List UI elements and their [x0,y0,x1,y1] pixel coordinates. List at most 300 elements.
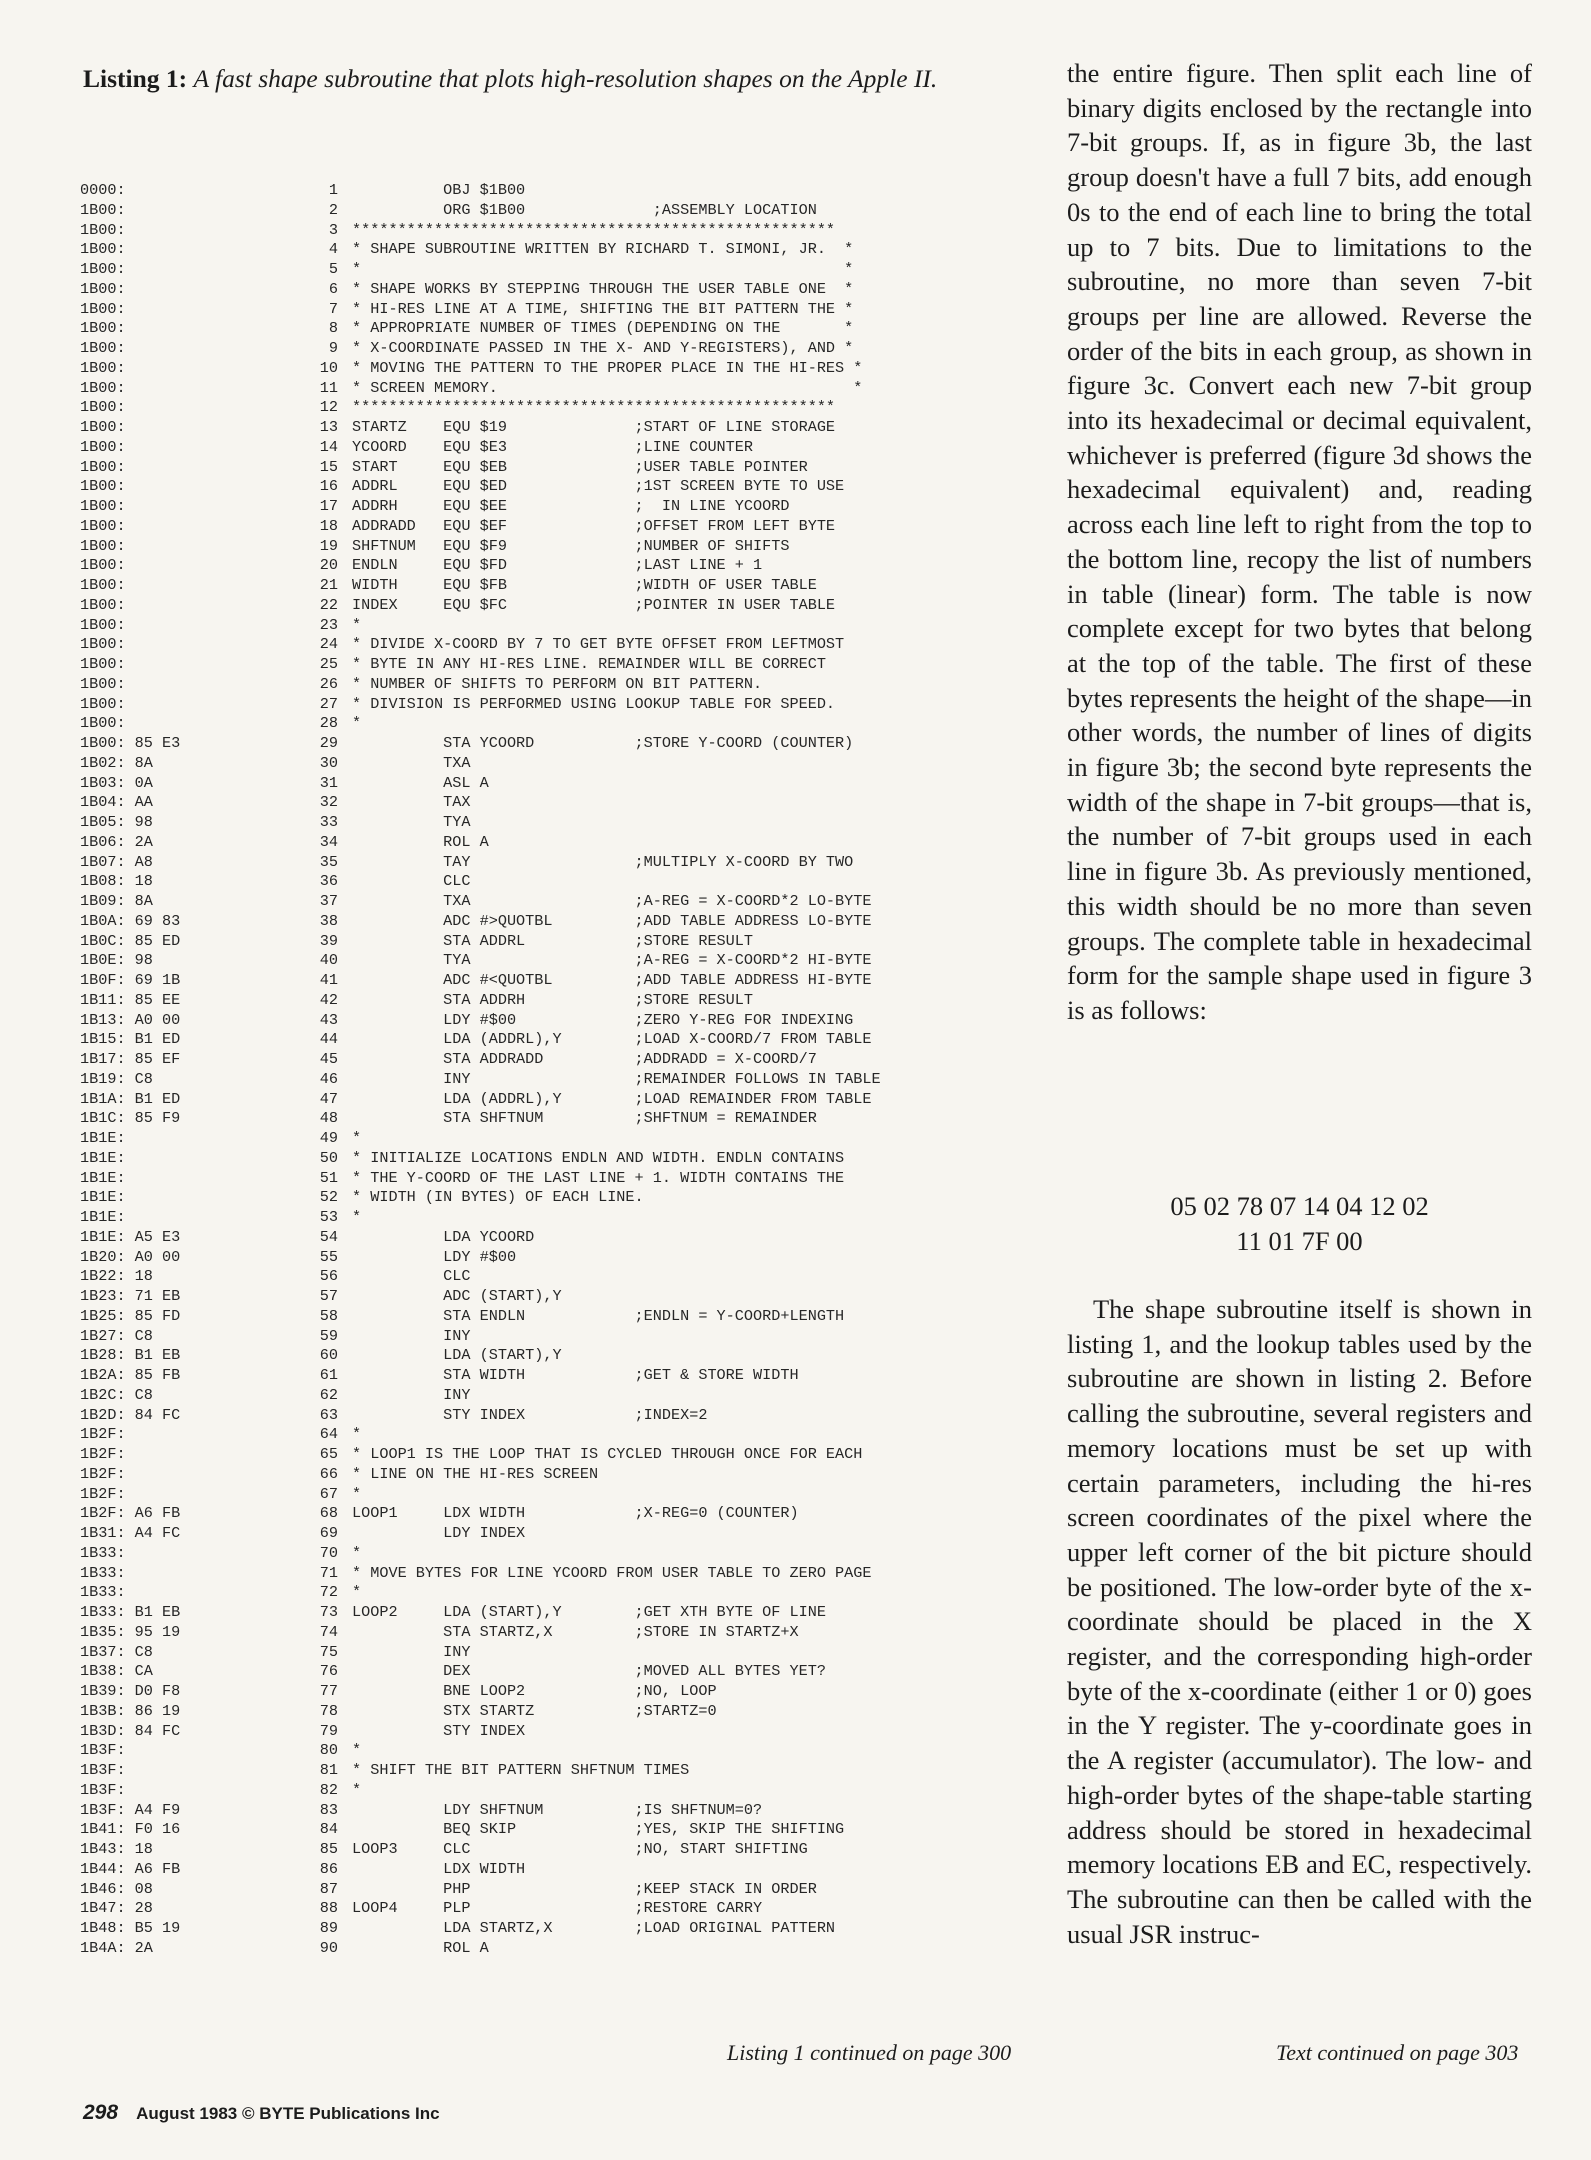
shape-table-values [1067,1189,1532,1258]
listing-source: ASL A [352,773,489,792]
listing-line [80,201,1040,221]
listing-line [80,438,1040,458]
listing-caption [83,62,1043,96]
listing-source: STARTZ EQU $19 ;START OF LINE STORAGE [352,418,836,436]
listing-line [80,1030,1040,1050]
listing-address: 1B3B: 86 19 [80,1701,181,1720]
listing-address: 1B48: B5 19 [80,1919,181,1937]
listing-source: * SHIFT THE BIT PATTERN SHFTNUM TIMES [352,1761,690,1779]
listing-address: 1B00: [80,220,126,239]
page-footer [83,2101,440,2125]
listing-source: CLC [352,1267,471,1286]
listing-line-number: 26 [319,674,338,693]
listing-address: 1B07: A8 [80,852,153,871]
listing-source: ***************************************************** [352,220,836,239]
listing-line-number: 61 [319,1366,338,1384]
listing-line-number: 82 [319,1780,338,1799]
listing-line-number: 46 [319,1069,338,1088]
shape-table-line: 05 02 78 07 14 04 12 02 [1170,1191,1429,1221]
listing-line [80,1504,1040,1524]
listing-address: 1B09: 8A [80,892,153,910]
caption-title: A fast shape subroutine that plots high-resolution shapes on the Apple II. [193,64,938,93]
listing-line-number: 7 [328,299,338,318]
listing-source: OBJ $1B00 [352,181,526,199]
listing-line-number: 16 [319,477,338,496]
listing-address: 1B00: [80,694,126,713]
listing-line [80,1188,1040,1208]
listing-source: TYA [352,813,471,831]
listing-source: YCOORD EQU $E3 ;LINE COUNTER [352,437,754,456]
listing-address: 1B1A: B1 ED [80,1089,181,1108]
listing-line-number: 68 [319,1504,338,1523]
listing-line [80,1544,1040,1564]
listing-address: 1B00: [80,674,126,693]
listing-line-number: 1 [328,181,338,199]
listing-line-number: 72 [319,1583,338,1602]
listing-line-number: 59 [319,1326,338,1345]
listing-source: LDA (START),Y [352,1346,562,1365]
listing-line-number: 43 [319,1010,338,1029]
listing-address: 0000: [80,181,126,199]
listing-address: 1B44: A6 FB [80,1859,181,1878]
listing-line-number: 36 [319,872,338,891]
listing-source: WIDTH EQU $FB ;WIDTH OF USER TABLE [352,576,817,594]
listing-source: * [352,1543,362,1562]
listing-source: * [352,1741,362,1760]
listing-line-number: 62 [319,1385,338,1404]
listing-line-number: 6 [328,279,338,298]
listing-source: INY [352,1385,471,1404]
listing-line [80,1248,1040,1268]
listing-address: 1B39: D0 F8 [80,1682,181,1700]
listing-line-number: 76 [319,1662,338,1681]
listing-address: 1B02: 8A [80,753,153,772]
listing-source: * LINE ON THE HI-RES SCREEN [352,1464,599,1483]
listing-line-number: 78 [319,1701,338,1720]
listing-source: * [352,714,362,733]
listing-line-number: 19 [319,536,338,555]
listing-line-number: 81 [319,1761,338,1779]
listing-source: * DIVISION IS PERFORMED USING LOOKUP TABLE FOR SPEED. [352,694,836,713]
listing-source: ADC #<QUOTBL ;ADD TABLE ADDRESS HI-BYTE [352,971,872,989]
listing-address: 1B47: 28 [80,1899,153,1918]
listing-source: * [352,1208,362,1226]
listing-address: 1B00: [80,556,126,575]
listing-line-number: 84 [319,1820,338,1839]
listing-line [80,793,1040,813]
listing-line [80,991,1040,1011]
listing-line [80,932,1040,952]
listing-line-number: 51 [319,1168,338,1187]
listing-line-number: 10 [319,358,338,377]
listing-address: 1B00: [80,516,126,535]
listing-address: 1B1E: A5 E3 [80,1227,181,1246]
listing-line-number: 69 [319,1524,338,1542]
listing-address: 1B33: [80,1563,126,1582]
listing-address: 1B08: 18 [80,872,153,891]
listing-line-number: 58 [319,1306,338,1325]
listing-line [80,339,1040,359]
listing-line [80,1741,1040,1761]
listing-line-number: 38 [319,911,338,930]
listing-line-number: 31 [319,773,338,792]
listing-line [80,1564,1040,1584]
listing-source: * [352,1425,362,1444]
listing-address: 1B38: CA [80,1662,153,1681]
listing-address: 1B1C: 85 F9 [80,1109,181,1128]
listing-address: 1B05: 98 [80,813,153,831]
listing-line-number: 44 [319,1030,338,1049]
listing-line [80,1524,1040,1544]
listing-line-number: 85 [319,1840,338,1858]
listing-address: 1B1E: [80,1208,126,1226]
listing-line-number: 63 [319,1405,338,1424]
listing-line-number: 52 [319,1188,338,1207]
listing-line [80,1880,1040,1900]
listing-address: 1B00: [80,200,126,219]
listing-line-number: 11 [319,378,338,397]
listing-line-number: 75 [319,1642,338,1661]
listing-source: ORG $1B00 ;ASSEMBLY LOCATION [352,200,817,219]
listing-line-number: 3 [328,220,338,239]
listing-source: * MOVING THE PATTERN TO THE PROPER PLACE IN THE HI-RES * [352,358,863,377]
listing-line-number: 55 [319,1247,338,1266]
listing-line [80,1702,1040,1722]
listing-address: 1B22: 18 [80,1267,153,1286]
listing-line [80,1050,1040,1070]
listing-address: 1B0C: 85 ED [80,931,181,950]
listing-address: 1B00: [80,576,126,594]
publication-line: August 1983 © BYTE Publications Inc [136,2104,440,2123]
listing-address: 1B00: 85 E3 [80,734,181,752]
listing-address: 1B28: B1 EB [80,1346,181,1365]
listing-line-number: 41 [319,971,338,989]
listing-line [80,655,1040,675]
listing-address: 1B00: [80,615,126,634]
listing-line [80,1860,1040,1880]
listing-line [80,418,1040,438]
listing-source: * X-COORDINATE PASSED IN THE X- AND Y-REGISTERS), AND * [352,339,854,357]
listing-line [80,280,1040,300]
listing-source: LDY #$00 [352,1247,517,1266]
listing-line-number: 45 [319,1050,338,1068]
text-continued-note: Text continued on page 303 [1276,2040,1519,2065]
listing-address: 1B20: A0 00 [80,1247,181,1266]
listing-source: TAX [352,793,471,812]
listing-address: 1B33: [80,1543,126,1562]
listing-line [80,1129,1040,1149]
listing-source: * SHAPE WORKS BY STEPPING THROUGH THE USER TABLE ONE * [352,279,854,298]
listing-address: 1B2F: [80,1425,126,1444]
listing-line-number: 66 [319,1464,338,1483]
listing-line-number: 86 [319,1859,338,1878]
listing-source: LDY #$00 ;ZERO Y-REG FOR INDEXING [352,1010,854,1029]
listing-line [80,1307,1040,1327]
listing-line [80,319,1040,339]
listing-source: * MOVE BYTES FOR LINE YCOORD FROM USER TABLE TO ZERO PAGE [352,1563,872,1582]
listing-source: LDY INDEX [352,1524,526,1542]
listing-line [80,912,1040,932]
listing-line-number: 4 [328,240,338,259]
listing-address: 1B00: [80,714,126,733]
listing-line-number: 20 [319,556,338,575]
listing-source: * [352,1780,362,1799]
listing-continued-note: Listing 1 continued on page 300 [727,2040,1012,2065]
listing-address: 1B35: 95 19 [80,1622,181,1641]
listing-source: STA ENDLN ;ENDLN = Y-COORD+LENGTH [352,1306,845,1325]
listing-line-number: 74 [319,1622,338,1641]
listing-line-number: 34 [319,832,338,851]
listing-source: INY [352,1642,471,1661]
listing-line [80,181,1040,201]
listing-line [80,1722,1040,1742]
listing-source: ADDRH EQU $EE ; IN LINE YCOORD [352,497,790,515]
listing-line-number: 28 [319,714,338,733]
listing-line [80,300,1040,320]
listing-line-number: 9 [328,339,338,357]
listing-line [80,596,1040,616]
listing-address: 1B2D: 84 FC [80,1405,181,1424]
listing-line-number: 13 [319,418,338,436]
listing-line [80,379,1040,399]
listing-source: * [352,1583,362,1602]
listing-source: ROL A [352,832,489,851]
listing-address: 1B1E: [80,1188,126,1207]
listing-line [80,517,1040,537]
listing-line [80,1386,1040,1406]
listing-source: ***************************************************** [352,398,836,417]
listing-address: 1B33: [80,1583,126,1602]
listing-line [80,1781,1040,1801]
listing-source: LDA (ADDRL),Y ;LOAD REMAINDER FROM TABLE [352,1089,872,1108]
listing-line [80,1208,1040,1228]
listing-line [80,1090,1040,1110]
listing-line-number: 35 [319,852,338,871]
listing-line [80,1445,1040,1465]
listing-source: LOOP4 PLP ;RESTORE CARRY [352,1899,763,1918]
listing-line [80,853,1040,873]
listing-line-number: 17 [319,497,338,515]
listing-line [80,477,1040,497]
listing-line-number: 8 [328,319,338,338]
listing-address: 1B15: B1 ED [80,1030,181,1049]
listing-source: SHFTNUM EQU $F9 ;NUMBER OF SHIFTS [352,536,790,555]
listing-line [80,1267,1040,1287]
listing-line [80,1603,1040,1623]
listing-address: 1B33: B1 EB [80,1603,181,1621]
listing-line-number: 87 [319,1879,338,1898]
listing-address: 1B31: A4 FC [80,1524,181,1542]
listing-line [80,1919,1040,1939]
listing-line-number: 50 [319,1148,338,1167]
listing-source: INY ;REMAINDER FOLLOWS IN TABLE [352,1069,881,1088]
listing-source: * WIDTH (IN BYTES) OF EACH LINE. [352,1188,644,1207]
listing-source: * INITIALIZE LOCATIONS ENDLN AND WIDTH. ENDLN CONTAINS [352,1148,845,1167]
listing-line-number: 88 [319,1899,338,1918]
listing-source: LOOP1 LDX WIDTH ;X-REG=0 (COUNTER) [352,1504,799,1523]
listing-line-number: 21 [319,576,338,594]
listing-line [80,1682,1040,1702]
listing-line-number: 48 [319,1109,338,1128]
listing-line-number: 18 [319,516,338,535]
listing-line-number: 71 [319,1563,338,1582]
listing-address: 1B46: 08 [80,1879,153,1898]
listing-source: LDA (ADDRL),Y ;LOAD X-COORD/7 FROM TABLE [352,1030,872,1049]
listing-address: 1B3D: 84 FC [80,1721,181,1740]
listing-line-number: 12 [319,398,338,417]
listing-line [80,1327,1040,1347]
listing-source: ENDLN EQU $FD ;LAST LINE + 1 [352,556,763,575]
listing-source: BEQ SKIP ;YES, SKIP THE SHIFTING [352,1820,845,1839]
listing-line-number: 5 [328,260,338,278]
listing-address: 1B00: [80,398,126,417]
listing-line [80,398,1040,418]
listing-line-number: 42 [319,990,338,1009]
listing-line-number: 65 [319,1445,338,1463]
listing-line [80,951,1040,971]
listing-line [80,971,1040,991]
listing-address: 1B3F: A4 F9 [80,1800,181,1819]
listing-line-number: 70 [319,1543,338,1562]
listing-source: STA ADDRL ;STORE RESULT [352,931,754,950]
listing-source: STA WIDTH ;GET & STORE WIDTH [352,1366,799,1384]
listing-source: LDX WIDTH [352,1859,526,1878]
listing-address: 1B00: [80,536,126,555]
listing-line [80,695,1040,715]
listing-address: 1B03: 0A [80,773,153,792]
listing-source: LOOP2 LDA (START),Y ;GET XTH BYTE OF LINE [352,1603,826,1621]
listing-address: 1B37: C8 [80,1642,153,1661]
listing-line [80,576,1040,596]
listing-source: ADDRL EQU $ED ;1ST SCREEN BYTE TO USE [352,477,845,496]
listing-source: * LOOP1 IS THE LOOP THAT IS CYCLED THROUGH ONCE FOR EACH [352,1445,863,1463]
listing-line-number: 14 [319,437,338,456]
listing-line-number: 39 [319,931,338,950]
listing-line-number: 23 [319,615,338,634]
listing-address: 1B0A: 69 83 [80,911,181,930]
listing-source: LOOP3 CLC ;NO, START SHIFTING [352,1840,808,1858]
listing-source: INDEX EQU $FC ;POINTER IN USER TABLE [352,595,836,614]
listing-address: 1B1E: [80,1129,126,1147]
listing-address: 1B00: [80,319,126,338]
listing-line-number: 47 [319,1089,338,1108]
article-text-column-lower [1067,1292,1532,1951]
listing-line [80,1583,1040,1603]
listing-line [80,221,1040,241]
listing-address: 1B27: C8 [80,1326,153,1345]
listing-line [80,1366,1040,1386]
listing-source: * NUMBER OF SHIFTS TO PERFORM ON BIT PATTERN. [352,674,763,693]
article-paragraph: The shape subroutine itself is shown in listing 1, and the lookup tables used by the subroutine are shown in listing 2. Before calling the subroutine, several registers and memory locations must be set up with certain parameters, including the hi-res screen coordinates of the pixel where the upper left corner of the bit picture should be positioned. The low-order byte of the x-coordinate should be placed in the X register, and the corresponding high-order byte of the x-coordinate (either 1 or 0) goes in the Y register. The y-coordinate goes in the A register (accumulator). The low- and high-order bytes of the shape-table starting address should be stored in hexadecimal memory locations EB and EC, respectively. The subroutine can then be called with the usual JSR instruc- [1067,1294,1532,1949]
listing-address: 1B00: [80,299,126,318]
shape-table-line: 11 01 7F 00 [1236,1225,1363,1256]
listing-address: 1B1E: [80,1168,126,1187]
listing-line-number: 89 [319,1919,338,1937]
listing-line-number: 49 [319,1129,338,1147]
listing-source: STY INDEX ;INDEX=2 [352,1405,708,1424]
listing-line [80,1425,1040,1445]
listing-line-number: 60 [319,1346,338,1365]
listing-source: * HI-RES LINE AT A TIME, SHIFTING THE BIT PATTERN THE * [352,299,854,318]
listing-source: STA STARTZ,X ;STORE IN STARTZ+X [352,1622,799,1641]
listing-line [80,497,1040,517]
listing-line [80,892,1040,912]
listing-address: 1B00: [80,260,126,278]
listing-line [80,1820,1040,1840]
listing-line [80,1485,1040,1505]
listing-source: STX STARTZ ;STARTZ=0 [352,1701,717,1720]
listing-source: * [352,615,362,634]
listing-line [80,1070,1040,1090]
listing-address: 1B41: F0 16 [80,1820,181,1839]
listing-line [80,1149,1040,1169]
listing-line [80,1840,1040,1860]
listing-address: 1B00: [80,378,126,397]
listing-line-number: 15 [319,457,338,476]
listing-address: 1B04: AA [80,793,153,812]
listing-line [80,1287,1040,1307]
listing-line-number: 33 [319,813,338,831]
listing-line-number: 24 [319,635,338,654]
listing-line-number: 64 [319,1425,338,1444]
listing-line-number: 77 [319,1682,338,1700]
listing-address: 1B00: [80,437,126,456]
listing-source: PHP ;KEEP STACK IN ORDER [352,1879,817,1898]
listing-line [80,1228,1040,1248]
listing-address: 1B00: [80,595,126,614]
article-paragraph: the entire figure. Then split each line of binary digits enclosed by the rectangle into 7-bit groups. If, as in figure 3b, the last group doesn't have a full 7 bits, add enough 0s to the end of each line to bring the total up to 7 bits. Due to limitations to the subroutine, no more than seven 7-bit groups per line are allowed. Reverse the order of the bits in each group, as shown in figure 3c. Convert each new 7-bit group into its hexadecimal or decimal equivalent, whichever is preferred (figure 3d shows the hexadecimal equivalent) and, reading across each line left to right from the top to the bottom line, recopy the list of numbers in table (linear) form. The table is now complete except for two bytes that belong at the top of the table. The first of these bytes represents the height of the shape—in other words, the number of lines of digits in figure 3b; the second byte represents the width of the shape in 7-bit groups—that is, the number of 7-bit groups used in each line in figure 3b. As previously mentioned, this width should be no more than seven groups. The complete table in hexadecimal form for the sample shape used in figure 3 is as follows: [1067,58,1532,1025]
caption-label: Listing 1: [83,64,188,93]
listing-address: 1B2C: C8 [80,1385,153,1404]
code-listing [80,181,1040,1959]
listing-line [80,359,1040,379]
listing-address: 1B13: A0 00 [80,1010,181,1029]
listing-source: LDA STARTZ,X ;LOAD ORIGINAL PATTERN [352,1919,836,1937]
listing-line [80,458,1040,478]
listing-address: 1B2F: [80,1484,126,1503]
listing-source: TAY ;MULTIPLY X-COORD BY TWO [352,852,854,871]
listing-line-number: 40 [319,951,338,970]
listing-line [80,1465,1040,1485]
listing-source: ADDRADD EQU $EF ;OFFSET FROM LEFT BYTE [352,516,836,535]
listing-line-number: 57 [319,1287,338,1305]
listing-line-number: 25 [319,655,338,673]
listing-line [80,240,1040,260]
listing-address: 1B23: 71 EB [80,1287,181,1305]
listing-address: 1B00: [80,457,126,476]
listing-line [80,675,1040,695]
listing-source: ROL A [352,1938,489,1957]
listing-line [80,833,1040,853]
listing-line [80,754,1040,774]
listing-source: DEX ;MOVED ALL BYTES YET? [352,1662,826,1681]
listing-line-number: 83 [319,1800,338,1819]
listing-address: 1B0E: 98 [80,951,153,970]
article-text-column [1067,56,1532,1028]
listing-line [80,1761,1040,1781]
listing-address: 1B1E: [80,1148,126,1167]
listing-address: 1B06: 2A [80,832,153,851]
listing-line [80,260,1040,280]
listing-source: LDY SHFTNUM ;IS SHFTNUM=0? [352,1800,763,1819]
listing-source: * * [352,260,854,278]
listing-address: 1B25: 85 FD [80,1306,181,1325]
listing-source: CLC [352,872,471,891]
listing-line [80,1939,1040,1959]
listing-source: BNE LOOP2 ;NO, LOOP [352,1682,717,1700]
listing-source: TXA [352,753,471,772]
listing-address: 1B2F: [80,1464,126,1483]
